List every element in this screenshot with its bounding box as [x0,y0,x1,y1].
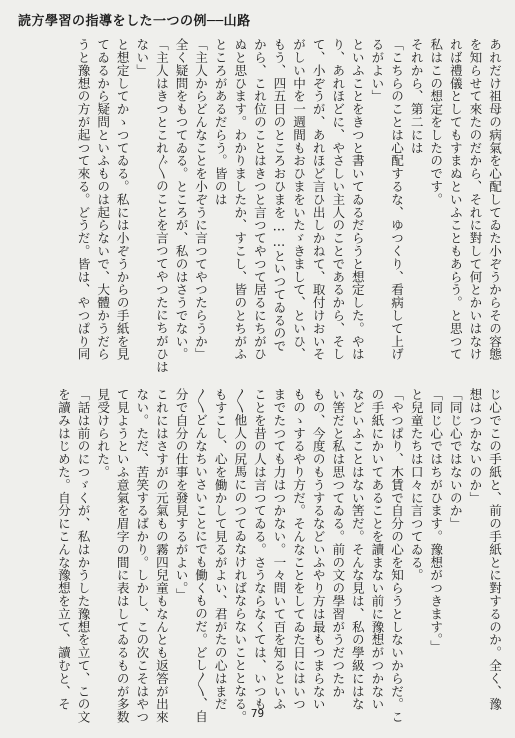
text-column: 〱どんなちいさいことにでも働くものだ。どし〱、自 [193,388,209,723]
text-column: それから、第二には [408,38,424,155]
text-column: と兒童たちは口々に言つてゐる。 [408,388,424,582]
text-column: と想定してかゝつてゐる。私には小ぞうからの手紙を見 [114,38,130,361]
text-column: 見受けられた。 [95,388,111,479]
text-column: 「主人からどんなことを小ぞうに言つてやつたらうか」 [193,38,209,361]
text-column: 想はつかないのか」 [467,388,483,505]
text-column: もすこし、心を働かして見るがよい、君がたの心はまだ [212,388,228,711]
text-column: て、小ぞうが、あれほど言ひ出しかねて、取付けおいそ [310,38,326,361]
text-column: 「同じ心ではないのか」 [447,388,463,530]
text-column: ない」 [134,38,150,77]
text-column: などいふことはない筈だ。そんな見は、私の學級にはな [349,388,365,711]
text-column: ない。ただ、苦笑するばかり。しかし、この次こそはやつ [134,388,150,724]
text-column: 全く疑問をもつてゐる。ところが、私のはさうでない。 [173,38,189,361]
text-column: ものゝするやり方だ。そんなことをしてゐた日にはいつ [291,388,307,711]
text-column: ところがあるだらう。皆のは [212,38,228,206]
text-column: て見ようといふ意氣を眉字の間に表はしてゐるものが多数 [114,388,130,724]
text-column: がしい中を一週間もおひまをいたゞきまして、といひ、 [291,38,307,361]
text-column: り、あれほどに、やさしい主人のことであるから、そし [330,38,346,361]
text-column: もの、今度のもうするなどいふやり方は最もつまらない [310,388,326,711]
page-number: 79 [250,707,265,720]
text-column: れば禮儀としてもすまぬといふこともあらう。と思つて [447,38,463,361]
text-column: るがよい」 [369,38,385,103]
text-column: うと豫想の方が起つて來る。どうだ。皆は、やつぱり同 [75,38,91,361]
text-column: 「主人はきつとこれ〲のことを言つてやつたにちがひは [153,38,169,374]
text-column: の手紙にかいてあることを讀まない前に豫想がつかない [369,388,385,711]
text-column: もう、四五日のところおひまを……といつてゐるので [271,38,287,353]
text-column: 「話は前のにつゞくが、私はかうした豫想を立て、この文 [75,388,91,724]
text-column: これにはさすがの元氣もの霧四兒童もなんとも返答が出來 [153,388,169,724]
text-column: を知らせて來たのだから、それに對して何とかいはなけ [467,38,483,361]
upper-text-block [14,38,504,374]
text-column: ぬと思ひます。わかりましたか、すこし、皆のとちがふ [232,38,248,361]
text-column: といふことをきつと書いてゐるだらうと想定した。やは [349,38,365,361]
text-column: じ心でこの手紙と、前の手紙とに對するのか。全く、豫 [487,388,502,711]
text-column: てゐるから疑問といふものは起らないで、大體かうだら [95,38,111,361]
text-column: 「同じ心ではちがひます。豫想がつきます。」 [428,388,444,653]
text-column: までたつても力はつかない。一々問いて百を知るといふ [271,388,287,711]
running-header: 読方學習の指導をした一つの例──山路 [18,13,251,29]
text-column: あれだけ祖母の病氣を心配してゐた小ぞうからその容態 [487,38,502,361]
text-column: を讀みはじめた。自分にこんな豫想を立て、讀むと、そ [55,388,71,711]
text-column: から、これ位のことはきつと言つてやつて居るにちがひ [251,38,267,361]
text-column: 私はこの想定をしたのです。 [428,38,444,206]
text-column: ことを昔の人は言つてゐる。さうならなくては、いつも [251,388,267,711]
text-column: 「こちらのことは心配するな、ゆつくり、看病して上げ [389,38,405,361]
text-column: い筈だと私は思つてゐる。前の文の學習がうだつたか [330,388,346,698]
text-column: 「やつぱり、木賃で自分の心を知らうとしないからだ。こ [389,388,405,724]
text-column: 分で自分の仕事を發見するがよい。」 [173,388,189,601]
text-column: 〱他人の尻馬にのつてゐなければならないこととなる。 [232,388,248,724]
